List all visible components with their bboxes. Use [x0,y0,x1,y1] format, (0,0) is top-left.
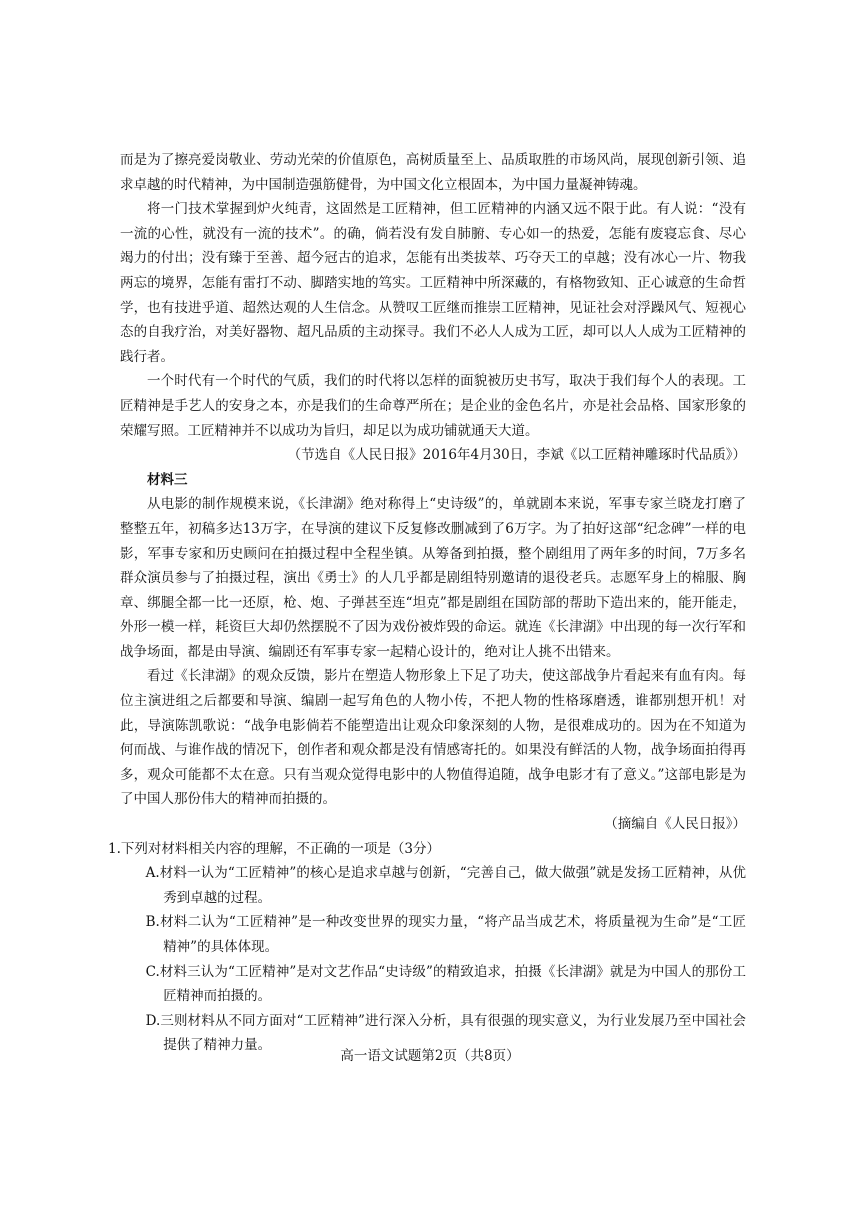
page-content [108,148,746,1058]
paragraph-2: 将一门技术掌握到炉火纯青，这固然是工匠精神，但工匠精神的内涵又远不限于此。有人说：“没有一流的心性，就没有一流的技术”。的确，倘若没有发自肺腑、专心如一的热爱，怎能有废寝忘食、尽心竭力的付出；没有臻于至善、超今冠古的追求，怎能有出类拔萃、巧夺天工的卓越；没有冰心一片、物我两忘的境界，怎能有雷打不动、脚踏实地的笃实。工匠精神中所深藏的，有格物致知、正心诚意的生命哲学，也有技进乎道、超然达观的人生信念。从赞叹工匠继而推崇工匠精神，见证社会对浮躁风气、短视心态的自我疗治，对美好器物、超凡品质的主动探寻。我们不必人人成为工匠，却可以人人成为工匠精神的践行者。 [120,201,746,365]
question-1-option-d: D.三则材料从不同方面对“工匠精神”进行深入分析，具有很强的现实意义，为行业发展乃至中国社会提供了精神力量。 [145,1012,746,1054]
material-3-heading: 材料三 [147,471,188,488]
question-1-stem: 1.下列对材料相关内容的理解，不正确的一项是（3分） [108,840,440,857]
question-1-option-b: B.材料二认为“工匠精神”是一种改变世界的现实力量，“将产品当成艺术，将质量视为生命”是“工匠精神”的具体体现。 [145,914,746,955]
material-3-paragraph-1: 从电影的制作规模来说，《长津湖》绝对称得上“史诗级”的，单就剧本来说，军事专家兰晓龙打磨了整整五年，初稿多达13万字，在导演的建议下反复修改删减到了6万字。为了拍好这部“纪念碑”一样的电影，军事专家和历史顾问在拍摄过程中全程坐镇。从筹备到拍摄，整个剧组用了两年多的时间，7万多名群众演员参与了拍摄过程，演出《勇士》的人几乎都是剧组特别邀请的退役老兵。志愿军身上的棉服、胸章、绑腿全都一比一还原，枪、炮、子弹甚至连“坦克”都是剧组在国防部的帮助下造出来的，能开能走，外形一模一样，耗资巨大却仍然摆脱不了因为戏份被炸毁的命运。就连《长津湖》中出现的每一次行军和战争场面，都是由导演、编剧还有军事专家一起精心设计的，绝对让人挑不出错来。 [120,496,746,660]
paragraph-3: 一个时代有一个时代的气质，我们的时代将以怎样的面貌被历史书写，取决于我们每个人的表现。工匠精神是手艺人的安身之本，亦是我们的生命尊严所在；是企业的金色名片，亦是社会品格、国家形象的荣耀写照。工匠精神并不以成功为旨归，却足以为成功铺就通天大道。 [120,373,746,439]
material-3-source: （摘编自《人民日报》） [604,816,746,833]
page-footer: 高一语文试题第2页（共8页） [340,1048,520,1064]
question-1-option-a: A.材料一认为“工匠精神”的核心是追求卓越与创新，“完善自己，做大做强”就是发扬工匠精神，从优秀到卓越的过程。 [145,865,746,906]
question-1-option-c: C.材料三认为“工匠精神”是对文艺作品“史诗级”的精致追求，拍摄《长津湖》就是为中国人的那份工匠精神而拍摄的。 [145,963,746,1005]
paragraph-1-continuation: 而是为了擦亮爱岗敬业、劳动光荣的价值原色，高树质量至上、品质取胜的市场风尚，展现创新引领、追求卓越的时代精神，为中国制造强筋健骨，为中国文化立根固本，为中国力量凝神铸魂。 [120,152,746,193]
material-3-paragraph-2: 看过《长津湖》的观众反馈，影片在塑造人物形象上下足了功夫，使这部战争片看起来有血有肉。每位主演进组之后都要和导演、编剧一起写角色的人物小传，不把人物的性格琢磨透，谁都别想开机！对此，导演陈凯歌说：“战争电影倘若不能塑造出让观众印象深刻的人物，是很难成功的。因为在不知道为何而战、与谁作战的情况下，创作者和观众都是没有情感寄托的。如果没有鲜活的人物，战争场面拍得再多，观众可能都不太在意。只有当观众觉得电影中的人物值得追随，战争电影才有了意义。”这部电影是为了中国人那份伟大的精神而拍摄的。 [120,668,746,808]
material-2-source: （节选自《人民日报》2016年4月30日，李斌《以工匠精神雕琢时代品质》） [287,447,746,464]
